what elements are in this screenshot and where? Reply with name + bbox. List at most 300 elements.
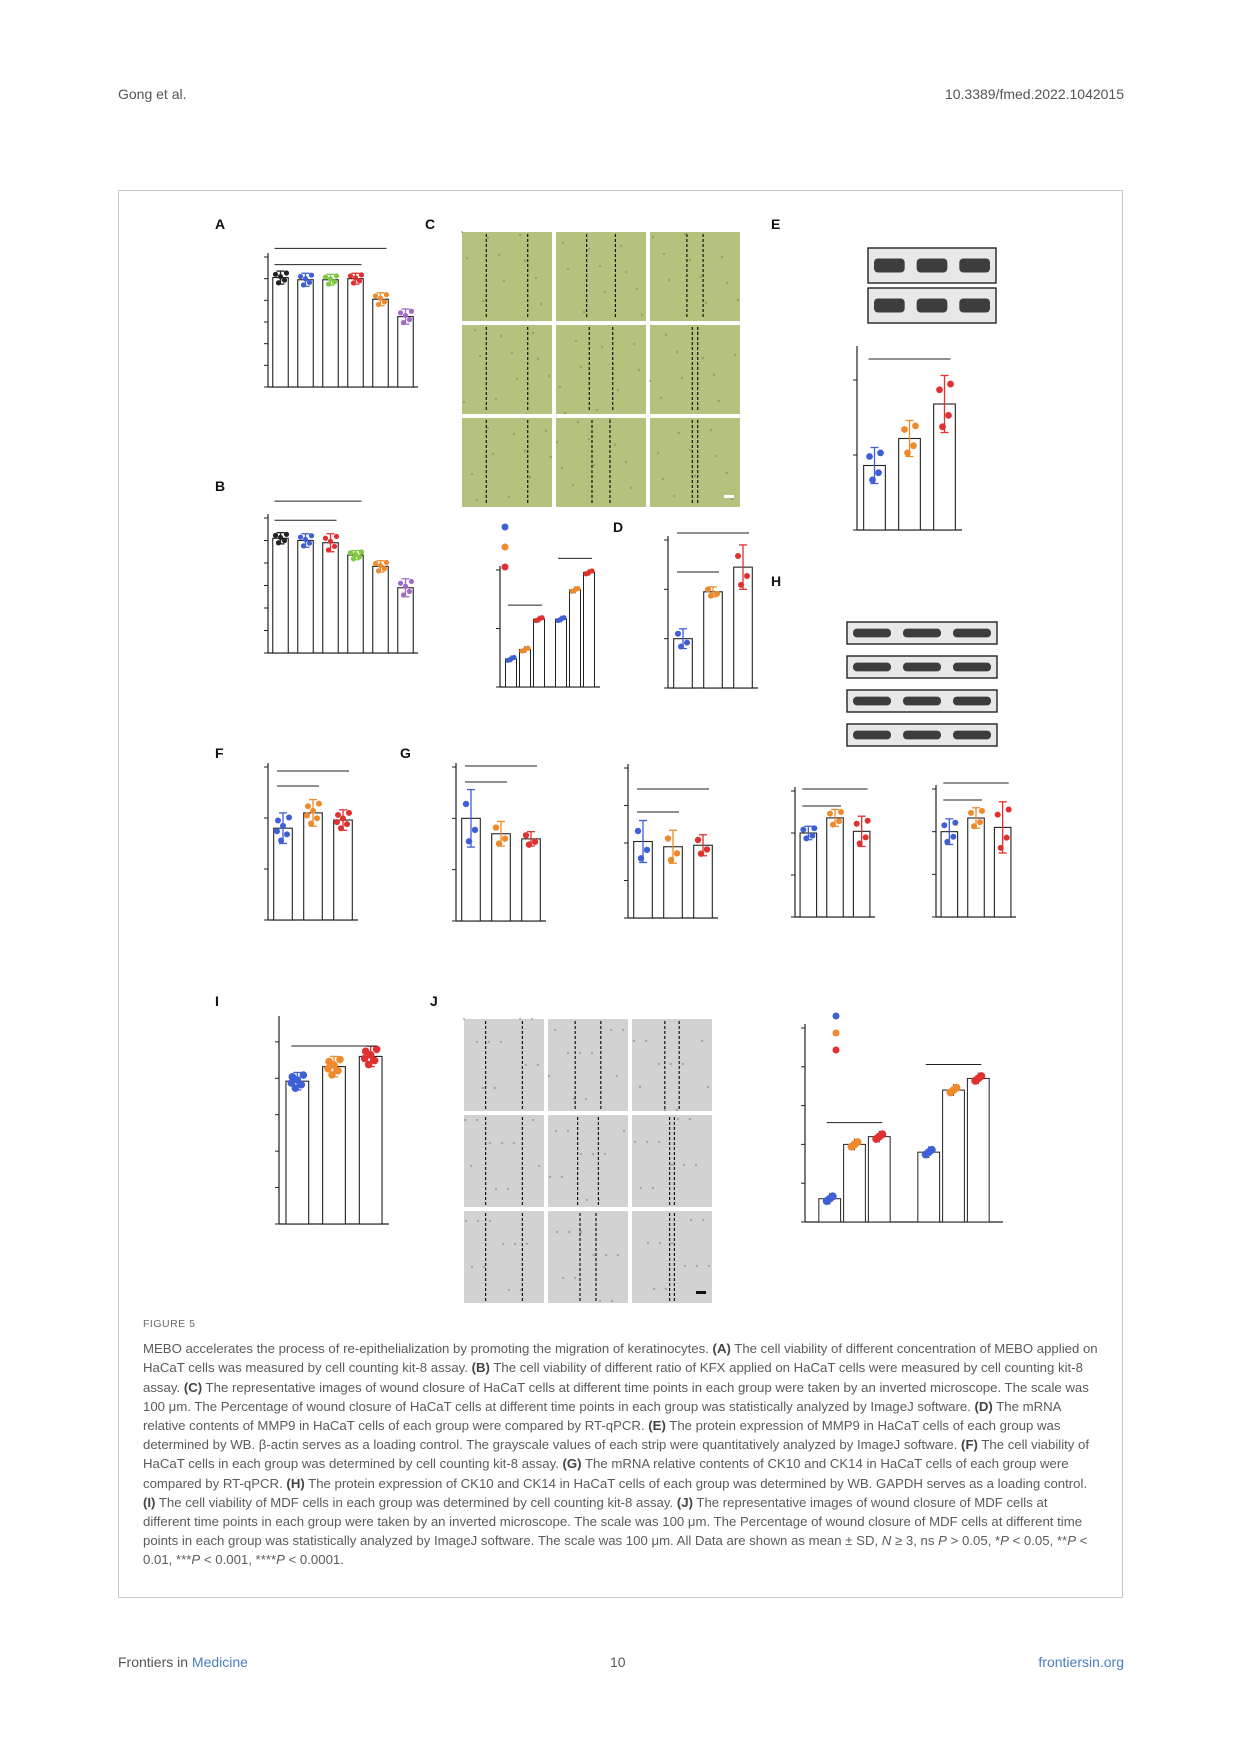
cell-speckle xyxy=(529,476,531,478)
cell-speckle xyxy=(660,397,662,399)
chart-panel-G2 xyxy=(624,764,718,918)
chart-panel-B xyxy=(264,501,418,653)
cell-speckle xyxy=(479,355,481,357)
chart-panel-G1 xyxy=(452,763,546,921)
data-point xyxy=(328,539,333,544)
western-blot xyxy=(847,622,997,746)
cell-speckle xyxy=(659,1242,661,1244)
bar xyxy=(506,659,517,687)
micrograph-image xyxy=(556,418,646,507)
data-point xyxy=(409,309,414,314)
cell-speckle xyxy=(657,452,659,454)
data-point xyxy=(714,591,720,597)
bar xyxy=(348,279,364,387)
bar xyxy=(522,839,541,921)
data-point xyxy=(836,818,842,824)
bar xyxy=(323,1067,346,1224)
chart-panel-H1 xyxy=(791,787,875,917)
cell-speckle xyxy=(488,1041,490,1043)
panel-letter-F: F xyxy=(215,745,224,761)
cell-speckle xyxy=(707,1086,709,1088)
protein-band xyxy=(953,697,991,706)
bar xyxy=(570,590,581,687)
data-point xyxy=(829,1192,837,1200)
cell-speckle xyxy=(535,277,537,279)
cell-speckle xyxy=(609,418,611,420)
bar xyxy=(584,572,595,687)
data-point xyxy=(332,544,337,549)
caption-panel-ref: (A) xyxy=(712,1341,731,1357)
panel-letter-B: B xyxy=(215,478,226,494)
C-micrograph-grid xyxy=(461,231,740,507)
data-point xyxy=(359,549,364,554)
cell-speckle xyxy=(677,1118,679,1120)
cell-speckle xyxy=(649,380,651,382)
data-point xyxy=(276,280,281,285)
footer-website-link[interactable]: frontiersin.org xyxy=(1038,1654,1124,1670)
data-point xyxy=(298,274,303,279)
micrograph-image xyxy=(632,1211,712,1303)
cell-speckle xyxy=(561,467,563,469)
panel-letter-D: D xyxy=(613,519,624,535)
cell-speckle xyxy=(568,1231,570,1233)
cell-speckle xyxy=(562,242,564,244)
caption-panel-ref: (D) xyxy=(974,1398,993,1414)
bar xyxy=(967,1078,989,1222)
cell-speckle xyxy=(616,1075,618,1077)
cell-speckle xyxy=(466,257,468,259)
data-point xyxy=(326,547,331,552)
micrograph-image xyxy=(556,232,646,321)
legend-marker xyxy=(833,1030,840,1037)
protein-band xyxy=(917,299,948,313)
cell-speckle xyxy=(718,400,720,402)
data-point xyxy=(361,1055,369,1063)
cell-speckle xyxy=(548,375,550,377)
cell-speckle xyxy=(721,256,723,258)
cell-speckle xyxy=(513,433,515,435)
caption-segment: The protein expression of CK10 and CK14 in HaCaT cells of each group was determined by WB. GAPDH serves as a loading control. xyxy=(304,1475,1088,1491)
caption-panel-ref: (B) xyxy=(471,1360,490,1376)
cell-speckle xyxy=(476,1119,478,1121)
data-point xyxy=(575,586,580,591)
cell-speckle xyxy=(662,478,664,480)
cell-speckle xyxy=(670,1063,672,1065)
cell-speckle xyxy=(592,1153,594,1155)
cell-speckle xyxy=(500,335,502,337)
cell-speckle xyxy=(663,253,665,255)
protein-band xyxy=(903,629,941,638)
caption-panel-ref: (F) xyxy=(961,1437,978,1453)
cell-speckle xyxy=(495,1188,497,1190)
cell-speckle xyxy=(683,1164,685,1166)
data-point xyxy=(854,1138,862,1146)
cell-speckle xyxy=(630,487,632,489)
cell-speckle xyxy=(586,1199,588,1201)
cell-speckle xyxy=(492,453,494,455)
cell-speckle xyxy=(524,450,526,452)
cell-speckle xyxy=(482,1087,484,1089)
cell-speckle xyxy=(513,1142,515,1144)
cell-speckle xyxy=(575,340,577,342)
caption-segment: > 0.05, * xyxy=(946,1533,1001,1549)
chart-panel-A xyxy=(264,248,418,387)
cell-speckle xyxy=(503,280,505,282)
protein-band xyxy=(874,259,905,273)
footer-journal-name: Medicine xyxy=(191,1654,248,1670)
protein-band xyxy=(959,299,990,313)
cell-speckle xyxy=(577,421,579,423)
caption-segment: The representative images of wound closure of HaCaT cells at different time points in each group were taken by an inverted microscope. The scale was 100 μm. The Percentage of wound closure of HaCaT cells at different time points in each group was statistically analyzed by ImageJ software. xyxy=(143,1379,1089,1414)
cell-speckle xyxy=(689,1118,691,1120)
cell-speckle xyxy=(593,1254,595,1256)
data-point xyxy=(493,824,499,830)
cell-speckle xyxy=(617,1254,619,1256)
cell-speckle xyxy=(713,374,715,376)
data-point xyxy=(638,855,644,861)
data-point xyxy=(496,840,502,846)
cell-speckle xyxy=(474,329,476,331)
J-micrograph-grid xyxy=(463,1018,712,1303)
bar xyxy=(304,813,323,920)
cell-speckle xyxy=(684,1265,686,1267)
cell-speckle xyxy=(498,254,500,256)
cell-speckle xyxy=(508,1289,510,1291)
legend-marker xyxy=(833,1013,840,1020)
legend-marker xyxy=(833,1047,840,1054)
cell-speckle xyxy=(625,461,627,463)
data-point xyxy=(328,276,333,281)
data-point xyxy=(523,832,529,838)
data-point xyxy=(665,835,671,841)
cell-speckle xyxy=(695,1164,697,1166)
data-point xyxy=(308,821,314,827)
caption-segment: The cell viability of different concentration of MEBO applied on HaCaT cells was measured by cell counting kit-8 assay. xyxy=(143,1341,1098,1376)
cell-speckle xyxy=(652,1187,654,1189)
data-point xyxy=(324,1065,332,1073)
cell-speckle xyxy=(561,1176,563,1178)
cell-speckle xyxy=(715,455,717,457)
cell-speckle xyxy=(681,377,683,379)
protein-band xyxy=(953,629,991,638)
bar xyxy=(398,317,414,387)
data-point xyxy=(407,317,412,322)
caption-italic: N xyxy=(881,1533,892,1549)
micrograph-image xyxy=(462,232,552,321)
running-header-authors: Gong et al. xyxy=(118,86,187,102)
cell-speckle xyxy=(550,456,552,458)
data-point xyxy=(947,381,954,388)
data-point xyxy=(995,812,1001,818)
data-point xyxy=(340,816,346,822)
cell-speckle xyxy=(556,1231,558,1233)
cell-speckle xyxy=(532,332,534,334)
data-point xyxy=(539,615,544,620)
data-point xyxy=(304,813,310,819)
cell-speckle xyxy=(559,386,561,388)
bar xyxy=(704,592,723,688)
protein-band xyxy=(953,731,991,740)
data-point xyxy=(977,1072,985,1080)
protein-band xyxy=(853,731,891,740)
data-point xyxy=(409,579,414,584)
cell-speckle xyxy=(731,498,733,500)
data-point xyxy=(866,453,873,460)
data-point xyxy=(901,426,908,433)
data-point xyxy=(373,1045,381,1053)
cell-speckle xyxy=(574,1277,576,1279)
data-point xyxy=(532,839,538,845)
data-point xyxy=(800,827,806,833)
data-point xyxy=(635,828,641,834)
chart-panel-D xyxy=(664,533,758,688)
cell-speckle xyxy=(567,1130,569,1132)
data-point xyxy=(979,808,985,814)
data-point xyxy=(316,801,322,807)
cell-speckle xyxy=(477,1220,479,1222)
bar xyxy=(520,650,531,687)
data-point xyxy=(300,1071,308,1079)
data-point xyxy=(904,450,911,457)
bar xyxy=(943,1090,965,1222)
data-point xyxy=(359,272,364,277)
running-header-doi: 10.3389/fmed.2022.1042015 xyxy=(944,86,1124,102)
cell-speckle xyxy=(489,1220,491,1222)
micrograph-image xyxy=(556,325,646,414)
micrograph-image xyxy=(548,1115,628,1207)
panel-letter-I: I xyxy=(215,993,219,1009)
protein-band xyxy=(903,663,941,672)
data-point xyxy=(398,310,403,315)
cell-speckle xyxy=(508,496,510,498)
data-point xyxy=(472,827,478,833)
footer-journal-prefix: Frontiers in xyxy=(118,1654,189,1670)
data-point xyxy=(950,834,956,840)
data-point xyxy=(675,631,681,637)
bar xyxy=(298,280,314,387)
data-point xyxy=(384,292,389,297)
data-point xyxy=(968,810,974,816)
data-point xyxy=(276,540,281,545)
caption-segment: < 0.0001. xyxy=(284,1552,344,1568)
cell-speckle xyxy=(545,430,547,432)
data-point xyxy=(928,1146,936,1154)
data-point xyxy=(511,655,516,660)
cell-speckle xyxy=(514,1243,516,1245)
data-point xyxy=(939,423,946,430)
caption-segment: < 0.01, *** xyxy=(143,1533,1088,1568)
data-point xyxy=(684,640,690,646)
caption-italic: P xyxy=(191,1552,201,1568)
data-point xyxy=(1004,835,1010,841)
data-point xyxy=(376,568,381,573)
data-point xyxy=(378,296,383,301)
panel-letter-E: E xyxy=(771,216,781,232)
data-point xyxy=(827,811,833,817)
legend-marker xyxy=(502,544,509,551)
bar xyxy=(373,566,389,653)
cell-speckle xyxy=(580,1153,582,1155)
data-point xyxy=(401,320,406,325)
data-point xyxy=(314,815,320,821)
chart-panel-F xyxy=(264,763,358,920)
cell-speckle xyxy=(708,1265,710,1267)
caption-italic: P xyxy=(276,1552,285,1568)
cell-speckle xyxy=(482,300,484,302)
cell-speckle xyxy=(610,1029,612,1031)
cell-speckle xyxy=(554,1029,556,1031)
data-point xyxy=(305,803,311,809)
cell-speckle xyxy=(689,449,691,451)
data-point xyxy=(695,837,701,843)
cell-speckle xyxy=(611,1300,613,1302)
panel-letter-G: G xyxy=(400,745,411,761)
data-point xyxy=(708,593,714,599)
protein-band xyxy=(903,697,941,706)
data-point xyxy=(286,814,292,820)
cell-speckle xyxy=(638,369,640,371)
data-point xyxy=(878,1130,886,1138)
cell-speckle xyxy=(617,389,619,391)
cell-speckle xyxy=(689,259,691,261)
caption-segment: The representative images of wound closure of MDF cells at different time points in each group were taken by an inverted microscope. The scale was 100 μm. The Percentage of wound closure of MDF cells at different time points in each group was statistically analyzed by ImageJ software. The scale was 100 μm. All Data are shown as mean ± SD, xyxy=(143,1494,1083,1549)
cell-speckle xyxy=(470,1165,472,1167)
data-point xyxy=(944,839,950,845)
data-point xyxy=(811,825,817,831)
cell-speckle xyxy=(580,1231,582,1233)
cell-speckle xyxy=(639,1086,641,1088)
data-point xyxy=(401,592,406,597)
micrograph-image xyxy=(462,418,552,507)
bar xyxy=(323,543,339,653)
scale-bar xyxy=(696,1291,706,1294)
cell-speckle xyxy=(511,352,513,354)
data-point xyxy=(309,533,314,538)
data-point xyxy=(307,280,312,285)
data-point xyxy=(744,573,750,579)
cell-speckle xyxy=(726,282,728,284)
cell-speckle xyxy=(664,1109,666,1111)
data-point xyxy=(309,273,314,278)
micrograph-image xyxy=(650,418,740,507)
protein-band xyxy=(953,663,991,672)
cell-speckle xyxy=(502,1243,504,1245)
data-point xyxy=(373,561,378,566)
caption-panel-ref: (G) xyxy=(562,1456,582,1472)
caption-panel-ref: (J) xyxy=(676,1494,693,1510)
chart-panel-H2 xyxy=(932,783,1016,917)
cell-speckle xyxy=(495,398,497,400)
data-point xyxy=(382,299,387,304)
cell-speckle xyxy=(641,314,643,316)
cell-speckle xyxy=(676,351,678,353)
data-point xyxy=(945,412,952,419)
data-point xyxy=(353,552,358,557)
data-point xyxy=(274,828,280,834)
figure-caption-text xyxy=(143,1339,1098,1569)
cell-speckle xyxy=(519,234,521,236)
data-point xyxy=(941,822,947,828)
data-point xyxy=(877,450,884,457)
cell-speckle xyxy=(726,472,728,474)
caption-segment: The mRNA relative contents of MMP9 in HaCaT cells of each group were compared by RT-qPCR. xyxy=(143,1398,1061,1434)
cell-speckle xyxy=(483,1266,485,1268)
bar xyxy=(348,555,364,653)
data-point xyxy=(284,831,290,837)
cell-speckle xyxy=(526,1243,528,1245)
data-point xyxy=(735,553,741,559)
cell-speckle xyxy=(463,1018,465,1020)
cell-speckle xyxy=(634,1141,636,1143)
cell-speckle xyxy=(696,1265,698,1267)
cell-speckle xyxy=(476,1041,478,1043)
data-point xyxy=(278,274,283,279)
micrograph-image xyxy=(632,1115,712,1207)
cell-speckle xyxy=(673,495,675,497)
data-point xyxy=(348,550,353,555)
bar xyxy=(800,833,817,917)
cell-speckle xyxy=(516,378,518,380)
cell-speckle xyxy=(623,1130,625,1132)
cell-speckle xyxy=(538,1165,540,1167)
data-point xyxy=(875,469,882,476)
scale-bar xyxy=(724,495,734,498)
data-point xyxy=(346,810,352,816)
data-point xyxy=(403,313,408,318)
cell-speckle xyxy=(701,1040,703,1042)
cell-speckle xyxy=(585,1098,587,1100)
caption-segment: The cell viability of HaCaT cells in each group was determined by cell counting kit-8 assay. xyxy=(143,1437,1090,1472)
protein-band xyxy=(853,663,891,672)
data-point xyxy=(307,541,312,546)
caption-segment: < 0.05, ** xyxy=(1008,1533,1068,1549)
micrograph-image xyxy=(650,232,740,321)
data-point xyxy=(854,821,860,827)
data-point xyxy=(378,563,383,568)
cell-speckle xyxy=(591,1052,593,1054)
protein-band xyxy=(853,629,891,638)
cell-speckle xyxy=(537,358,539,360)
bar xyxy=(968,818,985,917)
cell-speckle xyxy=(671,1242,673,1244)
data-point xyxy=(278,535,283,540)
cell-speckle xyxy=(645,1040,647,1042)
cell-speckle xyxy=(461,231,463,233)
caption-italic: P xyxy=(1067,1533,1076,1549)
bar xyxy=(827,818,844,917)
cell-speckle xyxy=(652,236,654,238)
micrograph-image xyxy=(632,1019,712,1111)
data-point xyxy=(561,615,566,620)
cell-speckle xyxy=(599,1300,601,1302)
data-point xyxy=(284,270,289,275)
cell-speckle xyxy=(548,1075,550,1077)
caption-panel-ref: (C) xyxy=(183,1379,203,1395)
cell-speckle xyxy=(507,1188,509,1190)
cell-speckle xyxy=(647,1242,649,1244)
panel-letter-C: C xyxy=(425,216,436,232)
cell-speckle xyxy=(678,432,680,434)
cell-speckle xyxy=(658,1063,660,1065)
data-point xyxy=(398,581,403,586)
cell-speckle xyxy=(684,233,686,235)
data-point xyxy=(830,822,836,828)
data-point xyxy=(502,835,508,841)
cell-speckle xyxy=(653,1288,655,1290)
data-point xyxy=(1006,806,1012,812)
data-point xyxy=(376,302,381,307)
data-point xyxy=(280,823,286,829)
